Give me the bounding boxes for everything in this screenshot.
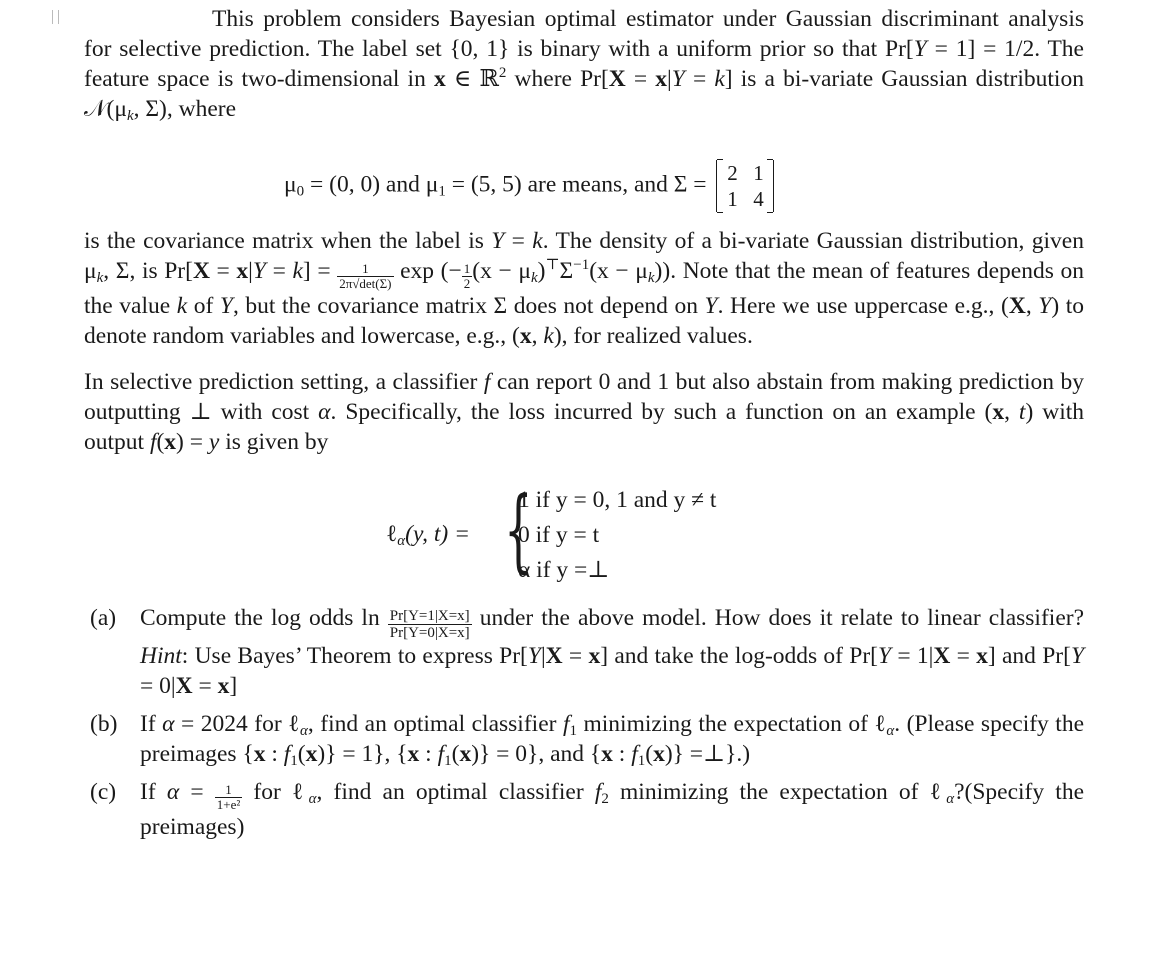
question-c: (c) If α = $\frac{1}{\text{1+e²}}$ for ℓ$_\alpha$, find an optimal classifier $f_2$ minimizing the expectation of ℓ$_\alpha$?(Specify the preimages) — [90, 779, 1085, 840]
loss-case-1: 1 if y = 0, 1 and y ≠ t — [518, 487, 717, 513]
means-equation: $\mu_0 = (0$, 0) and $\mu_1 = (5$, 5) are means, and Σ = 2 1 1 4 — [84, 146, 1084, 206]
loss-case-3: α if y =⊥ — [518, 557, 610, 583]
covariance-matrix: 2 1 1 4 — [716, 160, 774, 212]
intro-paragraph: This problem considers Bayesian optimal estimator under Gaussian discriminant analysis for selective prediction. The label set {0, 1} is binary with a uniform prior so that Pr[Y = 1] = 1/2. The feature space is two-dimensional in x ∈ ℝ$^2$ where Pr[X = x|Y = k] is a bi-variate Gaussian distribution $𝒩(\mu_k$, Σ), where — [84, 6, 1084, 124]
question-b: (b) If α = 2024 for ℓ$_\alpha$, find an optimal classifier $f_1$ minimizing the expectation of ℓ$_\alpha$. (Please specify the preimages {x : $f_1(x)\} = 1$}, {x : $f_1(x)\} = 0$}, and {x : $f_1(x)$} =⊥}.) — [90, 711, 1085, 769]
intro-text-2: analysis for selective prediction. The label set {0, 1} is binary with a uniform prior so that — [84, 6, 1084, 62]
question-list — [84, 603, 1084, 842]
loss-cases — [518, 483, 716, 588]
density-paragraph: is the covariance matrix when the label is Y = k. The density of a bi-variate Gaussian distribution, given $\mu_k$, Σ, is Pr[X = x|Y = k] = $\frac{1}{2\pi√\det(\Sigma)}$ exp (− $\frac{1}{2}$ $(x - \mu_k)^⊤\Sigma^{-1}(x - \mu_k)$). Note that the mean of features depends on the value k of Y, but the covariance matrix Σ does not depend on Y. Here we use uppercase e.g., (X, Y) to denote random variables and lowercase, e.g., (x, k), for realized values. — [84, 228, 1085, 349]
question-a: (a) Compute the log odds ln $\frac{Pr[Y=1|X=x]}{Pr[Y=0|X=x]}$ under the above model. How does it relate to linear classifier? Hint: Use Bayes’ Theorem to express Pr[Y|X = x] and take the log-odds of Pr[Y = 1|X = x] and Pr[Y = 0|X = x] — [90, 605, 1085, 699]
loss-function-equation: ℓ$_\alpha$(y, t) = { 1 if y = 0, 1 and y ≠ t 0 if y = t α if y =⊥ — [84, 483, 1084, 583]
bivariate-text: bi-variate Gaussian distribution 𝒩(μ — [84, 66, 1084, 122]
loss-case-2: 0 if y = t — [518, 522, 600, 548]
density-fraction: $\frac{1}{2\pi√\det(\Sigma)}$ — [339, 261, 392, 291]
page-fold-mark — [52, 10, 59, 24]
selective-prediction-paragraph: In selective prediction setting, a classifier f can report 0 and 1 but also abstain from making prediction by outputting ⊥ with cost α. Specifically, the loss incurred by such a function on an example (x, t) with output f(x) = y is given by — [84, 369, 1085, 455]
problem-page — [84, 4, 1084, 850]
intro-text-1: This problem considers Bayesian optimal estimator under Gaussian discriminant — [212, 6, 999, 32]
